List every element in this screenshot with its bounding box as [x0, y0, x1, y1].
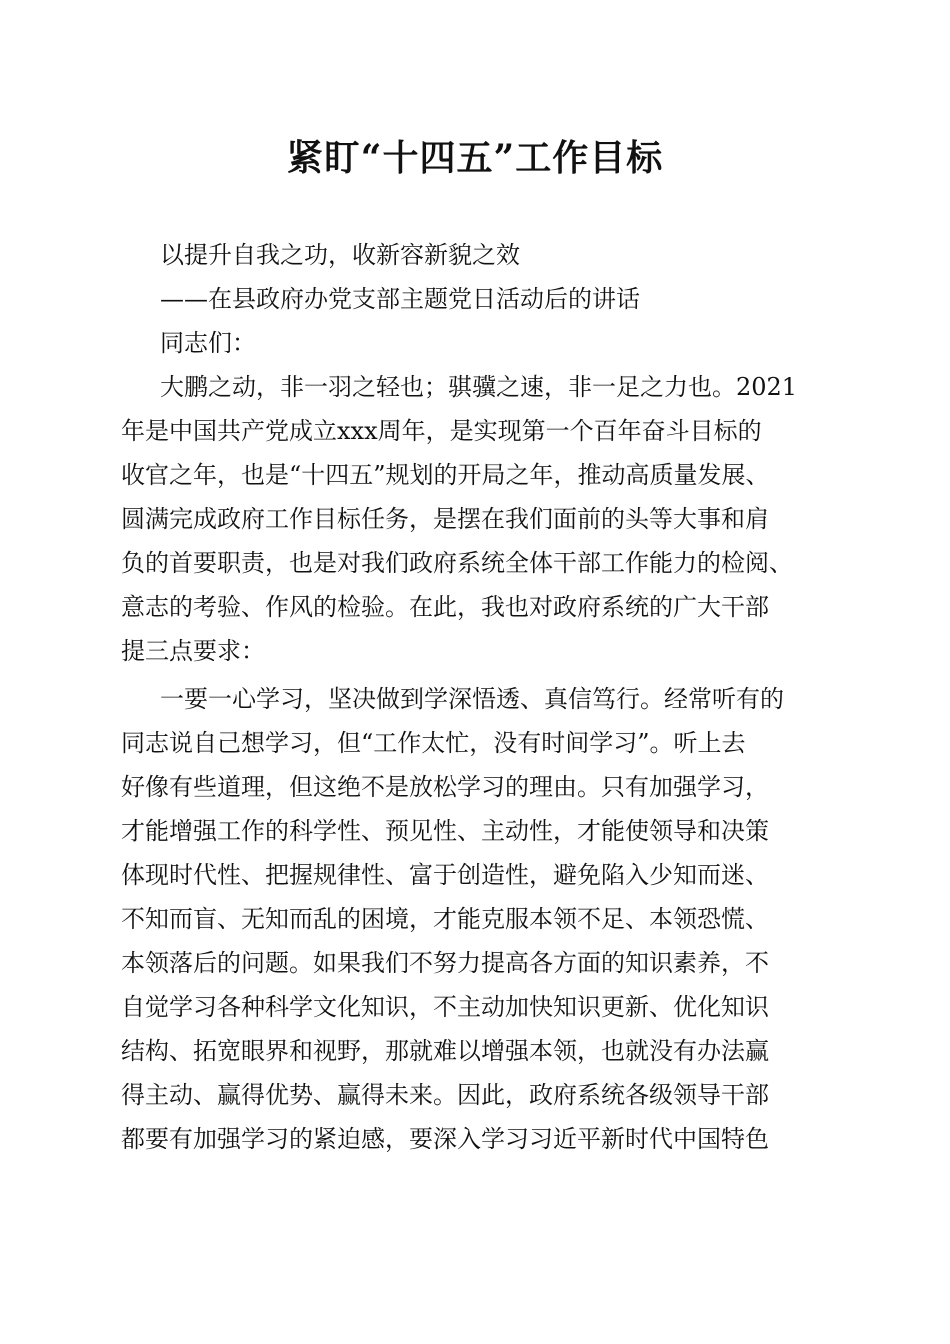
- paragraph-line: 圆满完成政府工作目标任务，是摆在我们面前的头等大事和肩: [121, 505, 769, 533]
- paragraph-line: 才能增强工作的科学性、预见性、主动性，才能使领导和决策: [121, 817, 769, 845]
- document-occasion: ——在县政府办党支部主题党日活动后的讲话: [160, 285, 640, 313]
- paragraph-line: 体现时代性、把握规律性、富于创造性，避免陷入少知而迷、: [121, 861, 769, 889]
- paragraph-line: 收官之年，也是“十四五”规划的开局之年，推动高质量发展、: [121, 461, 770, 489]
- paragraph-line: 不知而盲、无知而乱的困境，才能克服本领不足、本领恐慌、: [121, 905, 769, 933]
- paragraph-line: 本领落后的问题。如果我们不努力提高各方面的知识素养，不: [121, 949, 769, 977]
- paragraph-line: 同志说自己想学习，但“工作太忙，没有时间学习”。听上去: [121, 729, 746, 757]
- paragraph-line: 年是中国共产党成立xxx周年，是实现第一个百年奋斗目标的: [121, 417, 762, 445]
- paragraph-line: 大鹏之动，非一羽之轻也；骐骥之速，非一足之力也。2021: [160, 373, 798, 401]
- paragraph-line: 得主动、赢得优势、赢得未来。因此，政府系统各级领导干部: [121, 1081, 769, 1109]
- document-subtitle: 以提升自我之功，收新容新貌之效: [160, 241, 520, 269]
- paragraph-line: 都要有加强学习的紧迫感，要深入学习习近平新时代中国特色: [121, 1125, 769, 1153]
- paragraph-line: 一要一心学习，坚决做到学深悟透、真信笃行。经常听有的: [160, 685, 784, 713]
- paragraph-line: 负的首要职责，也是对我们政府系统全体干部工作能力的检阅、: [121, 549, 793, 577]
- document-title: 紧盯“十四五”工作目标: [286, 137, 664, 179]
- paragraph-line: 提三点要求：: [121, 637, 265, 665]
- paragraph-line: 结构、拓宽眼界和视野，那就难以增强本领，也就没有办法赢: [121, 1037, 769, 1065]
- paragraph-line: 好像有些道理，但这绝不是放松学习的理由。只有加强学习，: [121, 773, 769, 801]
- salutation: 同志们：: [160, 329, 256, 357]
- paragraph-line: 意志的考验、作风的检验。在此，我也对政府系统的广大干部: [121, 593, 769, 621]
- paragraph-line: 自觉学习各种科学文化知识，不主动加快知识更新、优化知识: [121, 993, 769, 1021]
